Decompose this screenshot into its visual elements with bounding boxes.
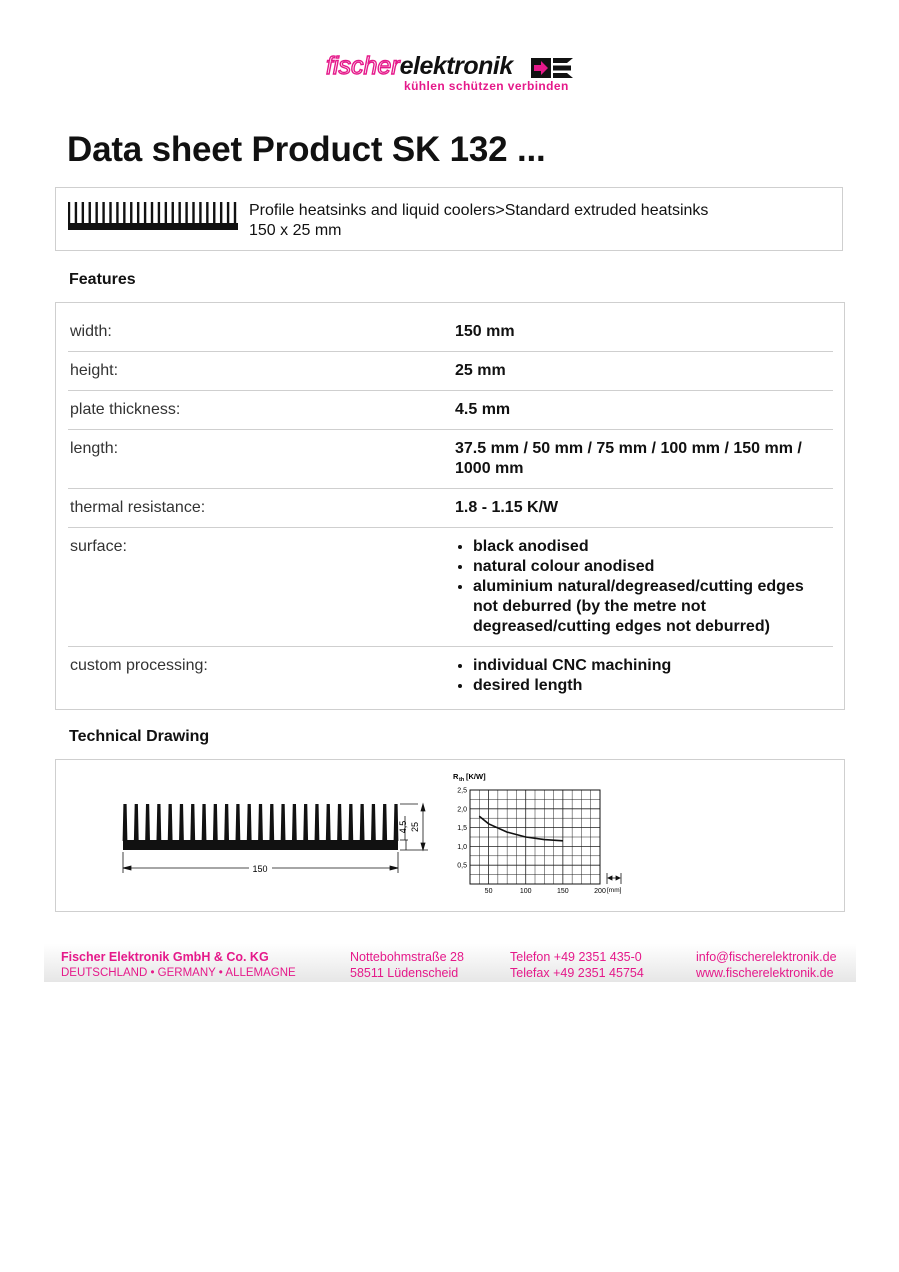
- profile-fin: [236, 804, 241, 841]
- feature-value: [453, 647, 833, 706]
- logo-tagline: kühlen schützen verbinden: [404, 79, 569, 93]
- footer-web[interactable]: www.fischerelektronik.de: [696, 966, 834, 980]
- profile-fin: [134, 804, 139, 841]
- profile-fin: [360, 804, 365, 841]
- feature-row-surface: [68, 528, 833, 647]
- logo-wordmark: [326, 52, 513, 80]
- features-heading: Features: [69, 271, 136, 288]
- footer-city: 58511 Lüdenscheid: [350, 966, 459, 980]
- profile-fin: [269, 804, 274, 841]
- y-tick-label: 1,5: [457, 825, 467, 833]
- logo-elektronik: elektronik: [399, 52, 513, 80]
- profile-fin: [348, 804, 353, 841]
- footer-web-col: [696, 949, 837, 981]
- y-tick-label: 1,0: [457, 843, 467, 851]
- profile-fin: [190, 804, 195, 841]
- profile-fin: [247, 804, 252, 841]
- profile-fin: [281, 804, 286, 841]
- icon-fin: [165, 202, 167, 225]
- technical-drawing-heading: Technical Drawing: [69, 728, 210, 745]
- heatsink-profile-drawing: [123, 804, 399, 850]
- icon-fin: [185, 202, 187, 225]
- category-box: [55, 187, 843, 251]
- feature-value: [453, 528, 833, 647]
- profile-fin: [213, 804, 218, 841]
- list-item: • desired length: [473, 676, 833, 696]
- feature-label: plate thickness:: [70, 401, 181, 418]
- logo-fischer: fischer: [326, 52, 400, 80]
- chart-ylabel-unit: [K/W]: [466, 772, 486, 781]
- profile-fin: [224, 804, 229, 841]
- icon-fin: [234, 202, 236, 225]
- features-box: [55, 302, 845, 710]
- x-tick-label: 50: [484, 888, 493, 895]
- footer: [44, 944, 856, 982]
- profile-fin: [179, 804, 184, 841]
- technical-drawing: [56, 760, 846, 913]
- list-item: • natural colour anodised: [473, 557, 833, 577]
- processing-list: [455, 656, 833, 696]
- feature-value: 4.5 mm: [455, 401, 511, 418]
- feature-row-thermal-resistance: [68, 489, 833, 528]
- feature-label: length:: [70, 440, 119, 457]
- icon-fin: [130, 202, 132, 225]
- icon-fin: [89, 202, 91, 225]
- chart-ylabel: R: [453, 772, 459, 781]
- profile-fin: [326, 804, 331, 841]
- list-item: • aluminium natural/degreased/cutting edges not deburred (by the metre not degreased/cutting edges not deburred): [473, 577, 833, 637]
- footer-email[interactable]: info@fischerelektronik.de: [696, 950, 837, 964]
- feature-label: height:: [70, 362, 119, 379]
- feature-row-custom-processing: [68, 647, 833, 706]
- profile-fin: [292, 804, 297, 841]
- profile-fin: [315, 804, 320, 841]
- y-tick-label: 2,0: [457, 806, 467, 814]
- profile-fin: [371, 804, 376, 841]
- surface-list: [455, 537, 833, 637]
- x-tick-label: 100: [519, 888, 532, 895]
- chart-ylabel-sub: th: [459, 777, 465, 783]
- feature-value: 150 mm: [455, 323, 515, 340]
- chart-xlabel: [mm]: [607, 887, 622, 894]
- x-tick-label: 200: [594, 888, 606, 895]
- mm-range-icon: [607, 873, 621, 884]
- feature-row-height: [68, 352, 833, 391]
- icon-fin: [144, 202, 146, 225]
- dim-plate-label: 4,5: [398, 820, 408, 834]
- category-path: Profile heatsinks and liquid coolers>Standard extruded heatsinks: [249, 202, 709, 219]
- icon-fin: [220, 202, 222, 225]
- feature-label: width:: [70, 323, 112, 340]
- features-table: [68, 313, 833, 705]
- feature-label: thermal resistance:: [70, 499, 206, 516]
- dim-height-label: 25: [410, 821, 420, 833]
- logo-arrow-icon: [531, 57, 573, 79]
- footer-company: Fischer Elektronik GmbH & Co. KG: [61, 950, 269, 964]
- company-logo: [326, 52, 576, 94]
- thermal-resistance-chart: [457, 788, 606, 896]
- icon-fin: [158, 202, 160, 225]
- profile-fin: [303, 804, 308, 841]
- feature-row-width: [68, 313, 833, 352]
- x-tick-label: 150: [557, 888, 569, 895]
- footer-phone-col: [510, 949, 644, 981]
- list-item: • individual CNC machining: [473, 656, 833, 676]
- feature-label: custom processing:: [70, 657, 208, 674]
- feature-label: surface:: [70, 538, 127, 555]
- icon-fin: [213, 202, 215, 225]
- icon-fin: [75, 202, 77, 225]
- list-item: • black anodised: [473, 537, 833, 557]
- y-tick-label: 0,5: [457, 862, 467, 870]
- icon-fin: [109, 202, 111, 225]
- icon-fin: [206, 202, 208, 225]
- profile-fin: [202, 804, 207, 841]
- profile-fin: [337, 804, 342, 841]
- category-size: 150 x 25 mm: [249, 222, 342, 239]
- page-title: Data sheet Product SK 132 ...: [67, 130, 546, 169]
- icon-fin: [137, 202, 139, 225]
- icon-fin: [123, 202, 125, 225]
- icon-fin: [172, 202, 174, 225]
- footer-company-col: [61, 949, 296, 981]
- icon-fin: [178, 202, 180, 225]
- icon-fin: [227, 202, 229, 225]
- icon-fin: [151, 202, 153, 225]
- icon-fin: [68, 202, 70, 225]
- footer-address-col: [350, 949, 464, 981]
- icon-fin: [199, 202, 201, 225]
- icon-fin: [102, 202, 104, 225]
- profile-base: [123, 840, 398, 850]
- footer-street: Nottebohmstraße 28: [350, 950, 464, 964]
- profile-fin: [382, 804, 387, 841]
- feature-row-plate-thickness: [68, 391, 833, 430]
- footer-phone: Telefon +49 2351 435-0: [510, 950, 642, 964]
- profile-fin: [258, 804, 263, 841]
- icon-fin: [95, 202, 97, 225]
- icon-fin: [116, 202, 118, 225]
- technical-drawing-box: [55, 759, 845, 912]
- profile-fin: [145, 804, 150, 841]
- feature-value: 1.8 - 1.15 K/W: [455, 499, 559, 516]
- dim-width-label: 150: [252, 864, 268, 874]
- profile-fin: [168, 804, 173, 841]
- profile-fin: [123, 804, 128, 841]
- footer-country: DEUTSCHLAND • GERMANY • ALLEMAGNE: [61, 967, 296, 979]
- icon-fin: [82, 202, 84, 225]
- icon-fin: [192, 202, 194, 225]
- feature-value: 25 mm: [455, 362, 506, 379]
- feature-value: 37.5 mm / 50 mm / 75 mm / 100 mm / 150 mm / 1000 mm: [455, 440, 802, 477]
- feature-row-length: [68, 430, 833, 489]
- profile-fin: [156, 804, 161, 841]
- footer-fax: Telefax +49 2351 45754: [510, 966, 644, 980]
- y-tick-label: 2,5: [457, 787, 467, 795]
- heatsink-profile-icon: [68, 201, 238, 231]
